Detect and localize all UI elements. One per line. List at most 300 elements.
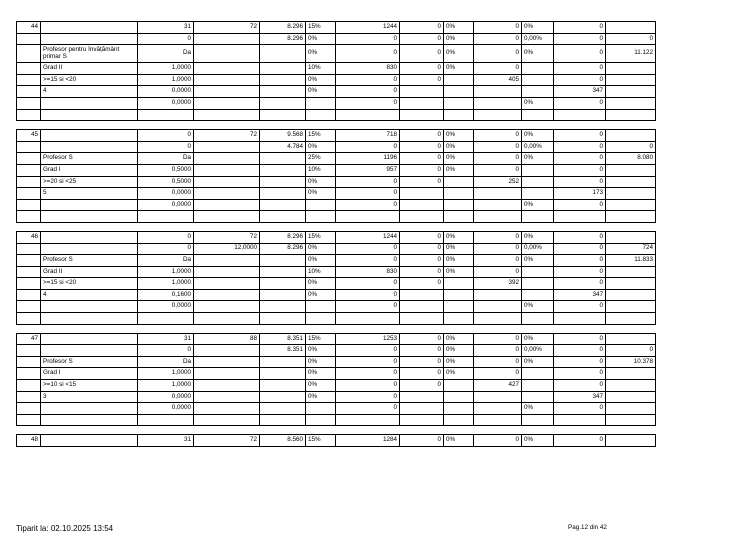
table-cell [194,289,260,301]
table-cell: 0,5000 [138,176,194,188]
table-cell: 0 [138,33,194,45]
table-cell: 0 [554,141,606,153]
table-cell [194,86,260,98]
table-cell [606,414,656,426]
table-cell: 15% [306,435,336,447]
table-cell [194,109,260,121]
table-cell: 1,0000 [138,63,194,75]
table-cell: >=10 si <15 [41,380,138,392]
table-cell [260,414,306,426]
table-cell [444,74,474,86]
table-cell: 1,0000 [138,278,194,290]
table-cell [606,97,656,109]
table-cell [554,211,606,223]
table-cell [138,313,194,325]
table-cell: 0 [554,164,606,176]
table-cell [194,188,260,200]
table-cell [17,199,41,211]
table-cell: 0 [606,141,656,153]
table-cell [474,199,522,211]
table-cell: 0,00% [522,345,554,357]
table-cell [260,176,306,188]
table-cell [606,278,656,290]
table-cell [606,74,656,86]
table-cell: 0% [522,255,554,267]
table-cell: 0% [522,435,554,447]
table-cell [306,414,336,426]
table-cell: 8.296 [260,22,306,34]
table-cell: 8.351 [260,333,306,345]
table-cell [606,86,656,98]
block-separator [17,426,656,435]
table-cell [400,289,444,301]
table-cell: 8.296 [260,231,306,243]
table-row [17,141,656,153]
table-cell: 0,0000 [138,188,194,200]
table-cell: 0 [400,345,444,357]
table-cell: 11.833 [606,255,656,267]
table-cell [336,109,400,121]
table-cell [606,109,656,121]
table-cell: 0% [522,130,554,142]
table-cell [306,403,336,415]
table-cell [138,109,194,121]
table-cell [606,403,656,415]
table-row [17,278,656,290]
table-row [17,130,656,142]
table-cell: 11.122 [606,45,656,63]
table-cell [522,313,554,325]
table-cell: 0 [138,141,194,153]
table-cell: 0 [606,345,656,357]
table-cell: 0 [474,231,522,243]
table-cell: 0 [554,403,606,415]
table-cell: 3 [41,391,138,403]
table-cell [17,97,41,109]
table-cell: 0% [306,188,336,200]
table-cell: 0,0000 [138,86,194,98]
table-cell: 4 [41,86,138,98]
table-cell: 8.080 [606,153,656,165]
table-row [17,301,656,313]
table-cell: 0 [474,368,522,380]
table-cell: 0 [336,74,400,86]
table-cell [17,45,41,63]
table-cell: 0 [400,333,444,345]
table-cell: 4 [41,289,138,301]
table-cell: 9.568 [260,130,306,142]
table-cell: 0 [400,435,444,447]
table-cell [606,391,656,403]
table-cell: 0% [306,86,336,98]
table-cell [17,403,41,415]
table-row [17,22,656,34]
table-cell [17,255,41,267]
table-cell [260,97,306,109]
table-cell: Grad II [41,63,138,75]
page-number: Pag.12 din 42 [568,524,607,531]
table-row [17,391,656,403]
table-cell [41,345,138,357]
table-cell: 0 [474,130,522,142]
table-cell [260,255,306,267]
table-cell [306,211,336,223]
table-cell: 0% [444,45,474,63]
table-cell: 0% [522,333,554,345]
table-cell [474,86,522,98]
table-cell: 0% [306,380,336,392]
table-cell [522,188,554,200]
table-row [17,74,656,86]
table-cell: 1,0000 [138,74,194,86]
table-cell: 0 [400,356,444,368]
table-cell: >=20 si <25 [41,176,138,188]
table-cell: 31 [138,435,194,447]
table-cell [444,188,474,200]
table-cell: Grad I [41,164,138,176]
table-cell: 0 [554,243,606,255]
table-cell: Da [138,153,194,165]
table-cell: 0 [474,333,522,345]
table-cell: 45 [17,130,41,142]
table-cell: 0,0000 [138,199,194,211]
table-cell [400,313,444,325]
block-separator [17,222,656,231]
table-cell: 1253 [336,333,400,345]
table-cell: 0% [306,243,336,255]
table-cell: 0,5000 [138,164,194,176]
table-cell: 0% [444,63,474,75]
report-table [16,21,656,447]
table-cell [444,313,474,325]
table-cell [41,414,138,426]
table-cell: 15% [306,22,336,34]
table-cell [474,109,522,121]
table-cell: 0 [474,435,522,447]
table-cell: 0% [306,176,336,188]
table-cell: 0% [306,368,336,380]
table-cell [194,33,260,45]
table-cell [444,86,474,98]
table-cell: 0 [336,176,400,188]
table-row [17,255,656,267]
table-cell [17,141,41,153]
table-cell [606,63,656,75]
table-cell [260,45,306,63]
table-cell: 1244 [336,22,400,34]
table-cell: 0 [554,63,606,75]
table-cell [522,74,554,86]
table-cell [474,403,522,415]
table-cell [522,391,554,403]
table-cell: 0% [444,333,474,345]
table-cell: >=15 si <20 [41,74,138,86]
table-cell [41,301,138,313]
table-row [17,356,656,368]
table-cell: 0% [306,356,336,368]
table-cell [260,289,306,301]
table-cell: 0% [522,199,554,211]
table-cell [522,289,554,301]
table-cell: 0 [336,86,400,98]
table-cell [41,109,138,121]
table-cell [522,368,554,380]
table-cell [444,278,474,290]
table-cell [400,403,444,415]
table-cell [138,414,194,426]
table-cell [444,380,474,392]
table-cell: 8.296 [260,33,306,45]
table-cell [606,435,656,447]
table-cell: 46 [17,231,41,243]
table-cell [522,109,554,121]
table-cell [194,97,260,109]
table-cell: Profesor S [41,153,138,165]
table-cell: 0 [336,391,400,403]
table-cell [522,380,554,392]
table-cell: 0% [306,45,336,63]
table-cell [444,403,474,415]
table-cell [194,368,260,380]
table-row [17,97,656,109]
table-cell [400,391,444,403]
table-cell [444,391,474,403]
table-cell: 1196 [336,153,400,165]
table-cell [41,97,138,109]
table-row [17,333,656,345]
block-separator [17,324,656,333]
table-cell [606,164,656,176]
table-cell [260,164,306,176]
table-cell [400,199,444,211]
table-cell [194,414,260,426]
table-cell [194,266,260,278]
table-cell [17,278,41,290]
table-cell [194,391,260,403]
table-cell [41,33,138,45]
table-cell [522,278,554,290]
table-cell [17,33,41,45]
table-cell: 0% [522,97,554,109]
table-cell [444,414,474,426]
table-cell: 252 [474,176,522,188]
table-cell: Profesor S [41,356,138,368]
table-cell [606,176,656,188]
table-cell: 47 [17,333,41,345]
table-cell: 0 [554,255,606,267]
table-cell [194,403,260,415]
table-cell: 0 [554,301,606,313]
table-cell: 0% [306,391,336,403]
table-cell [444,211,474,223]
table-cell: 72 [194,130,260,142]
separator-cell [17,324,656,333]
table-row [17,380,656,392]
table-cell [474,414,522,426]
table-cell [194,63,260,75]
table-cell [260,278,306,290]
table-row [17,231,656,243]
table-cell: 88 [194,333,260,345]
table-cell [41,211,138,223]
table-cell [606,211,656,223]
table-cell: 0,0000 [138,301,194,313]
separator-cell [17,222,656,231]
table-cell [41,243,138,255]
table-cell [17,313,41,325]
table-row [17,403,656,415]
table-cell: 72 [194,231,260,243]
table-cell [306,109,336,121]
table-cell: 957 [336,164,400,176]
table-cell [194,255,260,267]
table-cell [606,231,656,243]
table-cell: 392 [474,278,522,290]
table-cell: 0 [400,45,444,63]
table-cell [194,278,260,290]
print-timestamp: Tiparit la: 02.10.2025 13:54 [16,524,114,533]
table-cell [260,403,306,415]
table-cell: 0,1600 [138,289,194,301]
table-cell [194,74,260,86]
table-cell [41,130,138,142]
table-cell: 0% [522,301,554,313]
table-cell [41,141,138,153]
table-cell [17,86,41,98]
table-cell [606,301,656,313]
table-cell: 0% [306,289,336,301]
table-row [17,153,656,165]
table-cell [260,211,306,223]
table-cell: 0 [474,356,522,368]
table-cell: 15% [306,333,336,345]
table-cell: 72 [194,22,260,34]
table-cell [17,368,41,380]
table-cell: 0 [400,243,444,255]
table-cell: 347 [554,86,606,98]
report-table-body [17,22,656,447]
table-cell: 0 [400,63,444,75]
table-cell [194,380,260,392]
table-row [17,266,656,278]
table-cell [444,301,474,313]
table-cell [474,313,522,325]
table-cell [138,211,194,223]
table-cell [194,345,260,357]
table-cell: 31 [138,22,194,34]
table-cell: 0 [138,345,194,357]
table-cell: 0% [444,141,474,153]
table-cell: 0 [474,22,522,34]
table-cell: 0 [400,255,444,267]
table-cell [194,141,260,153]
table-cell: 0 [554,356,606,368]
table-cell: 0 [400,176,444,188]
table-cell: 0 [474,63,522,75]
table-cell: 0 [474,33,522,45]
table-cell: 0% [306,278,336,290]
table-cell: 8.296 [260,243,306,255]
table-cell [400,109,444,121]
table-cell: 0 [554,33,606,45]
table-cell [17,380,41,392]
table-cell [522,266,554,278]
table-cell: Grad I [41,368,138,380]
separator-cell [17,426,656,435]
table-cell: 0 [554,130,606,142]
table-row [17,164,656,176]
table-cell [260,391,306,403]
table-cell: 0 [554,380,606,392]
table-cell: 8.560 [260,435,306,447]
table-row [17,176,656,188]
table-row [17,289,656,301]
table-cell: 0 [400,368,444,380]
table-cell: 0% [444,153,474,165]
table-cell [474,211,522,223]
table-cell [194,301,260,313]
table-cell: 0 [400,164,444,176]
table-cell [606,199,656,211]
table-cell: 10.378 [606,356,656,368]
table-cell [194,356,260,368]
table-cell: 0 [474,153,522,165]
table-cell [17,74,41,86]
table-cell [606,313,656,325]
table-cell [522,176,554,188]
table-cell: 1,0000 [138,266,194,278]
table-cell [41,313,138,325]
table-cell: 0% [444,231,474,243]
table-cell [306,301,336,313]
table-cell: Grad II [41,266,138,278]
table-cell [194,45,260,63]
table-cell [444,289,474,301]
table-cell: 0 [474,243,522,255]
table-cell: 44 [17,22,41,34]
table-cell: 0% [522,22,554,34]
table-cell [194,153,260,165]
table-cell: Da [138,356,194,368]
table-cell: 0% [444,368,474,380]
table-cell: 0 [554,74,606,86]
table-cell [17,153,41,165]
block-separator [17,121,656,130]
table-cell [194,313,260,325]
table-cell: 0 [336,368,400,380]
table-row [17,243,656,255]
table-row [17,435,656,447]
table-cell: 0 [336,45,400,63]
table-cell: 0,0000 [138,97,194,109]
table-cell [17,289,41,301]
table-cell [17,63,41,75]
table-cell [260,74,306,86]
table-cell [260,380,306,392]
table-cell [41,403,138,415]
table-cell [17,301,41,313]
table-cell: 347 [554,289,606,301]
table-cell [194,164,260,176]
table-cell: 1244 [336,231,400,243]
table-cell: 0 [554,45,606,63]
table-row [17,211,656,223]
table-row [17,199,656,211]
table-cell [17,266,41,278]
table-cell: 0 [554,22,606,34]
table-row [17,188,656,200]
table-cell [400,414,444,426]
